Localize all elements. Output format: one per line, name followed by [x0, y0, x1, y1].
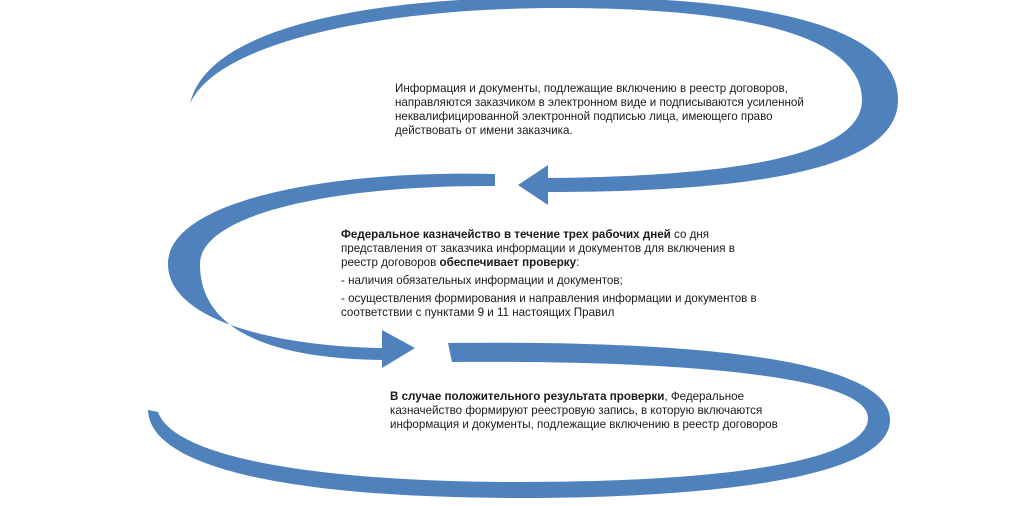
step2-colon: : — [576, 256, 580, 269]
step3-text — [390, 390, 800, 432]
step2-text — [341, 228, 771, 324]
step2-intro — [341, 228, 771, 270]
step3-body: , Федеральное казначейство формируют реестровую запись, в которую включаются информация и документы, подлежащие включению в реестр договоров — [390, 390, 778, 431]
step2-item-2: - осуществления формирования и направления информации и документов в соответствии с пунктами 9 и 11 настоящих Правил — [341, 292, 757, 319]
step2-bold-tail: обеспечивает проверку — [439, 256, 577, 269]
step2-item-1: - наличия обязательных информации и документов; — [341, 274, 623, 287]
step3-bold-lead: В случае положительного результата проверки — [390, 390, 665, 403]
step2-mid: со дня представления от заказчика информации и документов для включения в реестр договоров — [341, 228, 735, 269]
step2-bold-lead: Федеральное казначейство в течение трех рабочих дней — [341, 228, 671, 241]
step1-text: Информация и документы, подлежащие включению в реестр договоров, направляются заказчиком в электронном виде и подписываются усиленной неквалифицированной электронной подписью лица, имеющего право действовать от имени заказчика. — [395, 82, 804, 137]
